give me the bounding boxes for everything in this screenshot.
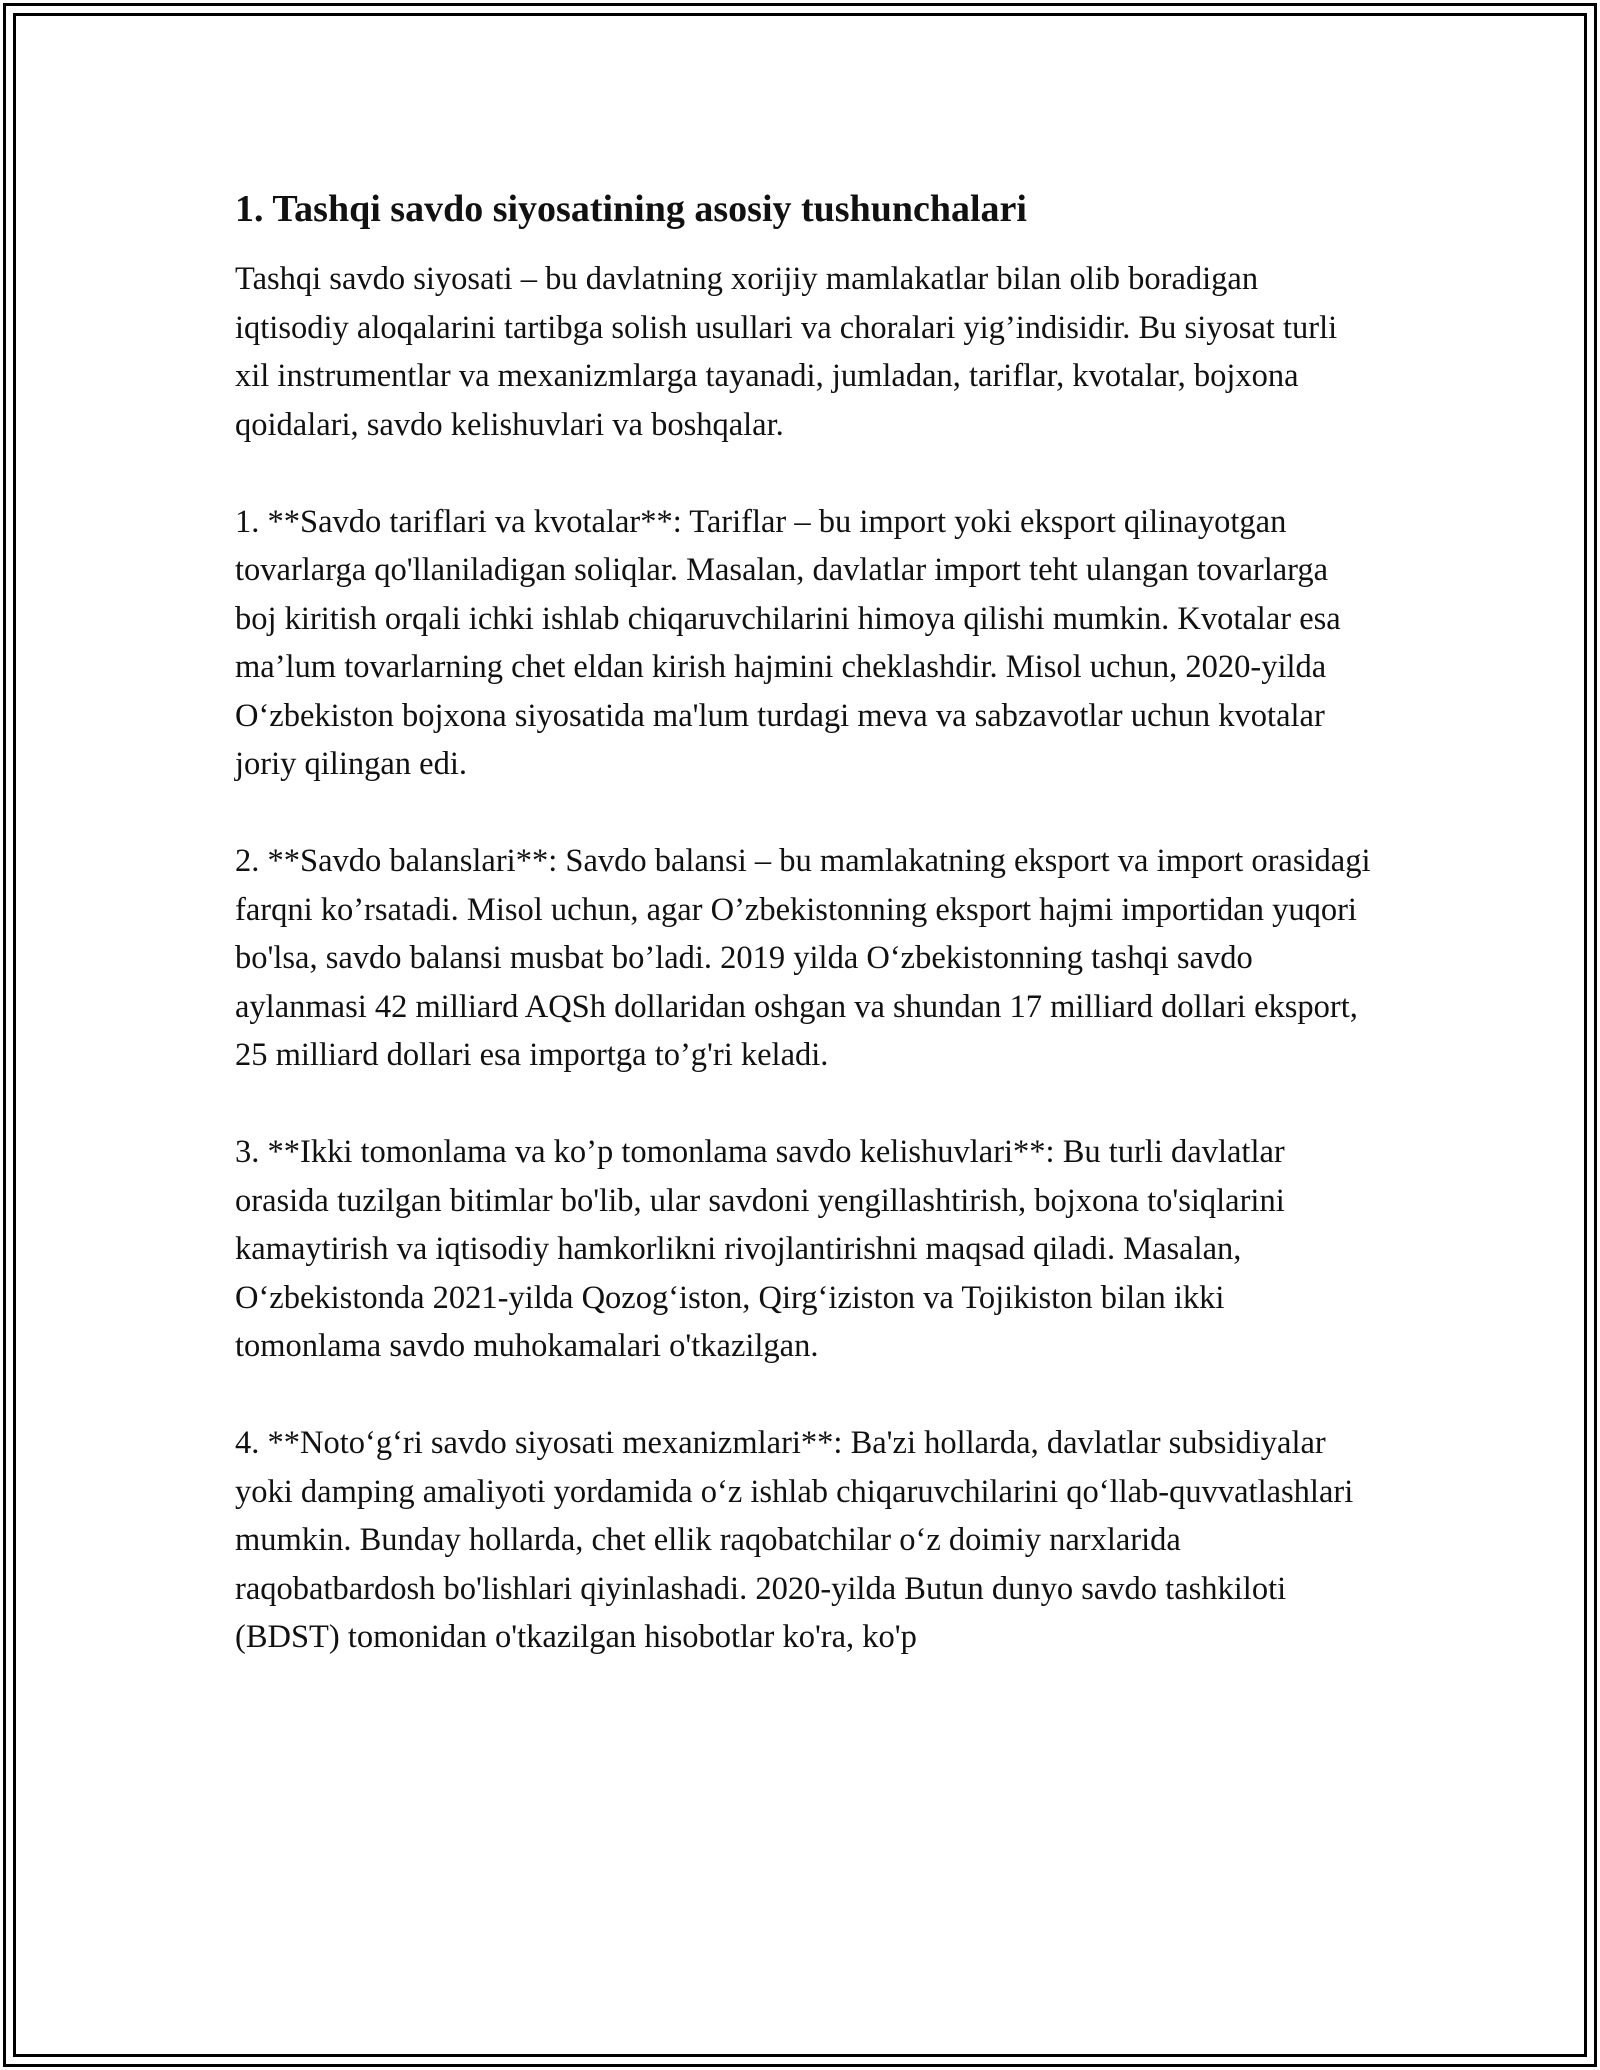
intro-paragraph: Tashqi savdo siyosati – bu davlatning xorijiy mamlakatlar bilan olib boradigan iqtisodiy aloqalarini tartibga solish usullari va choralari yig’indisidir. Bu siyosat turli xil instrumentlar va mexanizmlarga tayanadi, jumladan, tariflar, kvotalar, bojxona qoidalari, savdo kelishuvlari va boshqalar. (235, 261, 1338, 443)
paragraph-unfair-trade: 4. **Noto‘g‘ri savdo siyosati mexanizmlari**: Ba'zi hollarda, davlatlar subsidiyalar yoki damping amaliyoti yordamida o‘z ishlab chiqaruvchilarini qo‘llab-quvvatlashlari mumkin. Bunday hollarda, chet ellik raqobatchilar o‘z doimiy narxlarida raqobatbardosh bo'lishlari qiyinlashadi. 2020-yilda Butun dunyo savdo tashkiloti (BDST) tomonidan o'tkazilgan hisobotlar ko'ra, ko'p (235, 1425, 1354, 1655)
paragraph-tariffs-quotas: 1. **Savdo tariflari va kvotalar**: Tariflar – bu import yoki eksport qilinayotgan tovarlarga qo'llaniladigan soliqlar. Masalan, davlatlar import teht ulangan tovarlarga boj kiritish orqali ichki ishlab chiqaruvchilarini himoya qilishi mumkin. Kvotalar esa ma’lum tovarlarning chet eldan kirish hajmini cheklashdir. Misol uchun, 2020-yilda O‘zbekiston bojxona siyosatida ma'lum turdagi meva va sabzavotlar uchun kvotalar joriy qilingan edi. (235, 503, 1341, 782)
section-heading: 1. Tashqi savdo siyosatining asosiy tushunchalari (235, 188, 1027, 230)
document-body (235, 185, 1375, 1710)
paragraph-trade-balance: 2. **Savdo balanslari**: Savdo balansi – bu mamlakatning eksport va import orasidagi farqni ko’rsatadi. Misol uchun, agar O’zbekistonning eksport hajmi importidan yuqori bo'lsa, savdo balansi musbat bo’ladi. 2019 yilda O‘zbekistonning tashqi savdo aylanmasi 42 milliard AQSh dollaridan oshgan va shundan 17 milliard dollari eksport, 25 milliard dollari esa importga to’g'ri keladi. (235, 843, 1371, 1073)
paragraph-trade-agreements: 3. **Ikki tomonlama va ko’p tomonlama savdo kelishuvlari**: Bu turli davlatlar orasida tuzilgan bitimlar bo'lib, ular savdoni yengillashtirish, bojxona to'siqlarini kamaytirish va iqtisodiy hamkorlikni rivojlantirishni maqsad qiladi. Masalan, O‘zbekistonda 2021-yilda Qozog‘iston, Qirg‘iziston va Tojikiston bilan ikki tomonlama savdo muhokamalari o'tkazilgan. (235, 1134, 1285, 1364)
